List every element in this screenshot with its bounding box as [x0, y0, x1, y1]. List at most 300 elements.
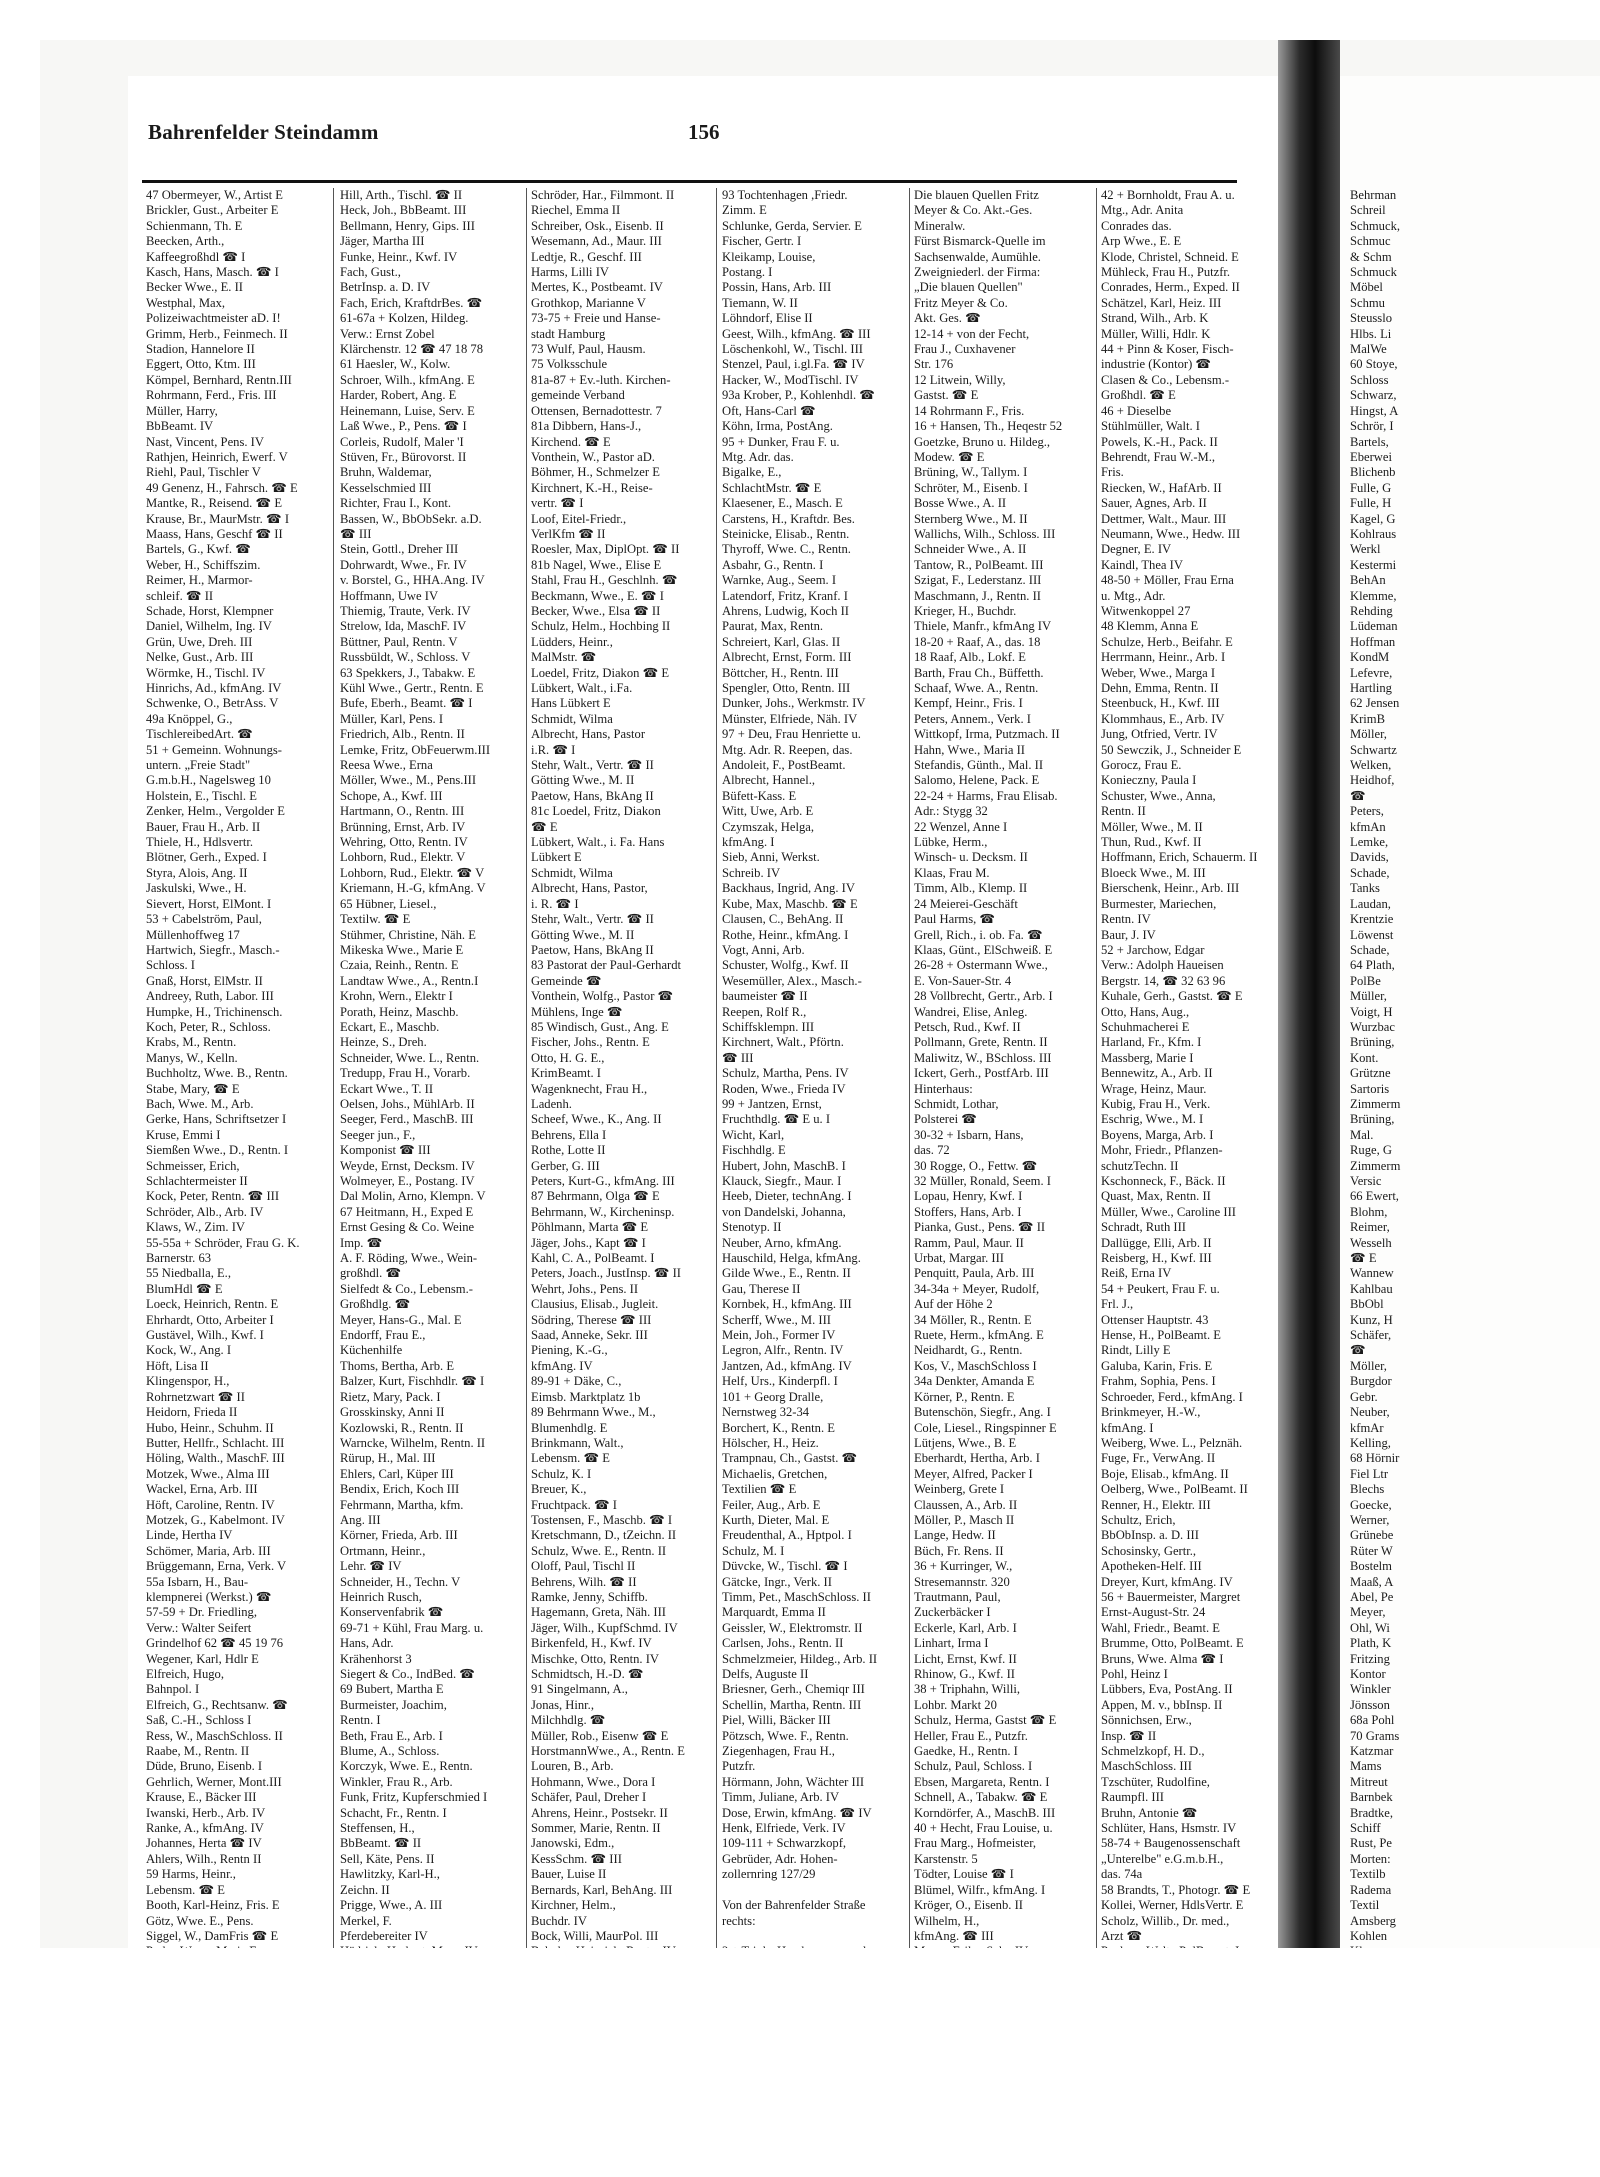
directory-entry: Von der Bahrenfelder Straße — [722, 1898, 866, 1913]
directory-entry: Spengler, Otto, Rentn. III — [722, 681, 851, 695]
directory-entry: Trampnau, Ch., Gastst. ☎ — [722, 1451, 858, 1466]
directory-entry: schleif. ☎ II — [146, 588, 214, 603]
directory-entry: 89 Behrmann Wwe., M., — [531, 1405, 656, 1420]
directory-entry: Quast, Max, Rentn. II — [1101, 1189, 1211, 1204]
directory-entry: Stenotyp. II — [722, 1220, 782, 1235]
directory-entry: Linde, Hertha IV — [146, 1528, 233, 1543]
directory-entry: Feiler, Aug., Arb. E — [722, 1497, 821, 1512]
directory-entry: Weber, Wwe., Marga I — [1101, 665, 1216, 680]
directory-entry: Urbat, Margar. III — [914, 1251, 1004, 1266]
directory-entry: Hoffman — [1350, 634, 1396, 649]
directory-entry: Behrman — [1350, 188, 1397, 202]
directory-entry: Geissler, W., Elektromstr. II — [722, 1620, 863, 1635]
page-header — [128, 116, 1228, 144]
directory-entry: Heller, Frau E., Putzfr. — [914, 1728, 1028, 1743]
directory-entry: Brinkmann, Walt., — [531, 1435, 624, 1450]
directory-entry: Fischhdlg. E — [722, 1143, 786, 1158]
directory-entry: Götting Wwe., M. II — [531, 927, 635, 942]
directory-entry: Stefandis, Günth., Mal. II — [914, 758, 1044, 773]
directory-entry: Albrecht, Ernst, Form. III — [722, 650, 852, 665]
directory-entry: Andoleit, F., PostBeamt. — [722, 758, 846, 773]
directory-entry: Thiemig, Traute, Verk. IV — [340, 603, 471, 618]
directory-entry: Großhdl. ☎ E — [1101, 388, 1176, 403]
directory-entry: Lütjens, Wwe., B. E — [914, 1435, 1017, 1450]
directory-entry: Ickert, Gerh., PostfArb. III — [914, 1066, 1049, 1081]
directory-entry: Akt. Ges. ☎ — [914, 311, 981, 326]
directory-entry: Fischer, Gertr. I — [722, 234, 802, 249]
directory-entry: Rentn. IV — [1101, 912, 1151, 927]
directory-entry: Mitreut — [1350, 1774, 1388, 1789]
directory-entry: Massberg, Marie I — [1101, 1050, 1194, 1065]
directory-entry: Ruete, Herm., kfmAng. E — [914, 1328, 1044, 1343]
directory-entry: Heck, Joh., BbBeamt. III — [340, 203, 467, 218]
directory-entry: Lohborn, Rud., Elektr. V — [340, 850, 466, 865]
directory-entry: Stüven, Fr., Bürovorst. II — [340, 449, 467, 464]
directory-entry: Mikeska Wwe., Marie E — [340, 942, 464, 957]
directory-entry: 66 Ewert, — [1350, 1189, 1399, 1204]
directory-entry: 30-32 + Isbarn, Hans, — [914, 1127, 1024, 1142]
directory-entry: Mal. — [1350, 1127, 1374, 1142]
directory-entry: 57-59 + Dr. Friedling, — [146, 1605, 257, 1620]
directory-entry: Sieb, Anni, Werkst. — [722, 850, 820, 865]
directory-entry: baumeister ☎ II — [722, 989, 808, 1004]
directory-entry: Wallichs, Wilh., Schloss. III — [914, 526, 1056, 541]
directory-entry: Hartwich, Siegfr., Masch.- — [146, 942, 280, 957]
directory-entry: Weber, H., Schiffszim. — [146, 557, 261, 572]
directory-entry: Bahnpol. I — [146, 1682, 200, 1697]
directory-entry: Raabe, M., Rentn. II — [146, 1744, 250, 1759]
directory-entry: Mertes, K., Postbeamt. IV — [531, 280, 663, 295]
directory-entry: Fuge, Fr., VerwAng. II — [1101, 1451, 1216, 1466]
directory-entry: Strelow, Ida, MaschF. IV — [340, 619, 467, 634]
directory-entry: Ang. III — [340, 1512, 381, 1527]
directory-entry: Hlbs. Li — [1350, 326, 1392, 341]
directory-entry: Schreib. IV — [722, 865, 781, 880]
directory-entry: Plath, K — [1350, 1636, 1392, 1651]
directory-entry: Herrmann, Heinr., Arb. I — [1101, 650, 1226, 665]
directory-entry: Vonthein, W., Pastor aD. — [531, 449, 655, 464]
directory-entry: Funke, Heinr., Kwf. IV — [340, 249, 458, 264]
directory-entry: Behrendt, Frau W.-M., — [1101, 449, 1216, 464]
directory-entry: Weinberg, Grete I — [914, 1482, 1005, 1497]
directory-entry: Westphal, Max, — [146, 295, 226, 310]
directory-entry: Piening, K.-G., — [531, 1343, 608, 1358]
directory-entry: Mtg., Adr. Anita — [1101, 203, 1184, 218]
directory-entry: Brüning, — [1350, 1035, 1395, 1050]
directory-entry: Lemke, Fritz, ObFeuerwm.III — [340, 742, 491, 757]
directory-entry: Klaws, W., Zim. IV — [146, 1220, 245, 1235]
directory-entry: Modew. ☎ E — [914, 449, 985, 464]
directory-entry: Albrecht, Hans, Pastor — [531, 727, 646, 742]
directory-entry: Kuhale, Gerh., Gastst. ☎ E — [1101, 989, 1243, 1004]
directory-entry: Schäfer, — [1350, 1328, 1392, 1343]
directory-entry: Büch, Fr. Rens. II — [914, 1543, 1004, 1558]
directory-entry: Löschenkohl, W., Tischl. III — [722, 342, 863, 357]
directory-entry: Fach, Erich, KraftdrBes. ☎ — [340, 295, 483, 310]
directory-entry: Schmelzmeier, Hildeg., Arb. II — [722, 1651, 878, 1666]
directory-entry: Sartoris — [1350, 1081, 1390, 1096]
directory-entry: stadt Hamburg — [531, 326, 606, 341]
directory-entry: Linhart, Irma I — [914, 1636, 989, 1651]
directory-entry — [722, 1929, 905, 1944]
directory-entry: Brünning, Ernst, Arb. IV — [340, 819, 466, 834]
directory-entry: 81a Dibbern, Hans-J., — [531, 419, 642, 434]
directory-column-5 — [914, 188, 1092, 1960]
directory-entry: Schaaf, Wwe. A., Rentn. — [914, 681, 1039, 695]
directory-entry: Bufe, Eberh., Beamt. ☎ I — [340, 696, 473, 711]
directory-entry: Textilien ☎ E — [722, 1482, 797, 1497]
directory-entry: Hohmann, Wwe., Dora I — [531, 1774, 656, 1789]
directory-entry: Wahl, Friedr., Beamt. E — [1101, 1620, 1220, 1635]
directory-entry: Ottensen, Bernadottestr. 7 — [531, 403, 662, 418]
directory-entry: KrimB — [1350, 711, 1385, 726]
directory-entry: Strand, Wilh., Arb. K — [1101, 311, 1209, 326]
directory-entry: Arp Wwe., E. E — [1101, 234, 1182, 249]
directory-entry: Lemke, — [1350, 835, 1389, 850]
facing-page-column — [1350, 188, 1590, 2114]
directory-entry: Steusslo — [1350, 311, 1392, 326]
directory-entry: Klommhaus, E., Arb. IV — [1101, 711, 1225, 726]
directory-entry: Schmu — [1350, 295, 1385, 310]
directory-entry: Hölscher, H., Heiz. — [722, 1435, 819, 1450]
directory-entry: Fruchthdlg. ☎ E u. I — [722, 1112, 831, 1127]
directory-entry: Gastst. ☎ E — [914, 388, 979, 403]
directory-entry: vertr. ☎ I — [531, 496, 584, 511]
directory-entry: MalWe — [1350, 342, 1387, 357]
directory-entry: Schiff — [1350, 1821, 1381, 1836]
directory-entry: Schmidt, Lothar, — [914, 1096, 999, 1111]
directory-entry: Thiele, Manfr., kfmAng IV — [914, 619, 1052, 634]
directory-entry: Steinicke, Elisab., Rentn. — [722, 526, 850, 541]
directory-entry: Rentn. I — [340, 1713, 381, 1728]
directory-column-1 — [146, 188, 326, 2098]
directory-entry: Düvcke, W., Tischl. ☎ I — [722, 1559, 848, 1574]
directory-entry: Peters, — [1350, 804, 1384, 819]
directory-entry: Dallügge, Elli, Arb. II — [1101, 1235, 1212, 1250]
directory-entry: Hans, Adr. — [340, 1636, 394, 1651]
directory-entry: Johannes, Herta ☎ IV — [146, 1836, 262, 1851]
directory-entry: Peters, Annem., Verk. I — [914, 711, 1031, 726]
directory-entry: 63 Spekkers, J., Tabakw. E — [340, 665, 476, 680]
directory-entry: Michaelis, Gretchen, — [722, 1466, 828, 1481]
directory-entry: Meyer, Hans-G., Mal. E — [340, 1312, 462, 1327]
directory-entry: 75 Volksschule — [531, 357, 608, 372]
directory-entry: Kriemann, H.-G, kfmAng. V — [340, 881, 486, 896]
directory-entry: 109-111 + Schwarzkopf, — [722, 1836, 847, 1851]
directory-entry: Renner, H., Elektr. III — [1101, 1497, 1211, 1512]
directory-column-6 — [1101, 188, 1273, 2068]
directory-entry: Krieger, H., Buchdr. — [914, 603, 1017, 618]
directory-entry: 44 + Pinn & Koser, Fisch- — [1101, 342, 1234, 357]
directory-entry: Ahlers, Wilh., Rentn II — [146, 1851, 262, 1866]
directory-entry: Schulz, Martha, Pens. IV — [722, 1066, 849, 1081]
directory-entry: Fruchtpack. ☎ I — [531, 1497, 617, 1512]
directory-entry: Krause, E., Bäcker III — [146, 1790, 257, 1805]
directory-entry: schutzTechn. II — [1101, 1158, 1179, 1173]
directory-entry: Ruge, G — [1350, 1143, 1392, 1158]
directory-column-4 — [722, 188, 905, 2068]
directory-entry: PolBe — [1350, 973, 1381, 988]
directory-entry: Eschrig, Wwe., M. I — [1101, 1112, 1204, 1127]
directory-entry: Geest, Wilh., kfmAng. ☎ III — [722, 326, 871, 341]
directory-entry: Behrens, Wilh. ☎ II — [531, 1574, 637, 1589]
directory-entry: Pötzsch, Wwe. F., Rentn. — [722, 1728, 849, 1743]
directory-entry: 59 Harms, Heinr., — [146, 1867, 236, 1882]
directory-entry: Konservenfabrik ☎ — [340, 1605, 444, 1620]
directory-entry: Ortmann, Heinr., — [340, 1543, 426, 1558]
directory-entry: ☎ III — [340, 526, 372, 541]
directory-entry: Reimer, H., Marmor- — [146, 573, 253, 588]
directory-entry: Schulz, Helm., Hochbing II — [531, 619, 671, 634]
directory-entry: Stehr, Walt., Vertr. ☎ II — [531, 912, 654, 927]
directory-entry: Lüdeman — [1350, 619, 1398, 634]
directory-entry: Rietz, Mary, Pack. I — [340, 1389, 441, 1404]
directory-entry: Müller, Rob., Eisenw ☎ E — [531, 1728, 669, 1743]
directory-entry: Werkl — [1350, 542, 1381, 557]
directory-entry: Paurat, Max, Rentn. — [722, 619, 824, 634]
directory-entry: Apotheken-Helf. III — [1101, 1559, 1202, 1574]
directory-entry: kfmAn — [1350, 819, 1386, 834]
directory-entry: Müllenhoffweg 17 — [146, 927, 240, 942]
directory-entry: Kahlbau — [1350, 1281, 1393, 1296]
directory-entry: 68a Pohl — [1350, 1713, 1395, 1728]
directory-entry: Eimsb. Marktplatz 1b — [531, 1389, 641, 1404]
directory-entry: Schlachtermeister II — [146, 1174, 248, 1188]
directory-entry: 26-28 + Ostermann Wwe., — [914, 958, 1048, 973]
directory-entry: Meyer, — [1350, 1605, 1386, 1620]
directory-entry: Meyer, Alfred, Packer I — [914, 1466, 1033, 1481]
directory-entry: 69 Bubert, Martha E — [340, 1682, 444, 1697]
directory-entry: Hingst, A — [1350, 403, 1399, 418]
directory-entry: rechts: — [722, 1913, 756, 1928]
page-number: 156 — [688, 120, 720, 144]
facing-page — [1340, 76, 1600, 1966]
directory-entry: Voigt, H — [1350, 1004, 1393, 1019]
directory-entry: Jäger, Martha III — [340, 234, 425, 249]
directory-entry: Büfett-Kass. E — [722, 788, 797, 803]
directory-entry: 97 + Deu, Frau Henriette u. — [722, 727, 861, 742]
directory-entry: Goetzke, Bruno u. Hildeg., — [914, 434, 1051, 449]
directory-entry: von Dandelski, Johanna, — [722, 1204, 846, 1219]
directory-entry: Schulze, Herb., Beifahr. E — [1101, 634, 1233, 649]
directory-entry: Bauer, Frau H., Arb. II — [146, 819, 261, 834]
directory-entry: Maaß, A — [1350, 1574, 1394, 1589]
directory-entry: Warnke, Aug., Seem. I — [722, 573, 837, 588]
directory-entry: SchlachtMstr. ☎ E — [722, 480, 822, 495]
directory-entry: Gustävel, Wilh., Kwf. I — [146, 1328, 264, 1343]
directory-entry: untern. „Freie Stadt" — [146, 758, 251, 773]
directory-entry: Schiffsklempn. III — [722, 1019, 815, 1034]
directory-entry: BbBeamt. ☎ II — [340, 1836, 422, 1851]
directory-entry: BbBeamt. IV — [146, 419, 214, 434]
directory-entry: Clausen, C., BehAng. II — [722, 912, 844, 927]
directory-entry: Saß, C.-H., Schloss I — [146, 1713, 252, 1728]
directory-entry: Heidorn, Frieda II — [146, 1405, 238, 1420]
directory-entry: 67 Heitmann, H., Exped E — [340, 1204, 474, 1219]
directory-entry: Rüter W — [1350, 1543, 1393, 1558]
directory-entry: Nernstweg 32-34 — [722, 1405, 810, 1420]
directory-entry: Dose, Erwin, kfmAng. ☎ IV — [722, 1805, 872, 1820]
directory-entry: 70 Grams — [1350, 1728, 1400, 1743]
directory-entry: Lüdders, Heinr., — [531, 634, 613, 649]
directory-entry: ☎ — [1350, 1343, 1366, 1358]
directory-entry: 83 Pastorat der Paul-Gerhardt — [531, 958, 682, 973]
directory-entry: Kasch, Hans, Masch. ☎ I — [146, 265, 279, 280]
directory-entry: Stoffers, Hans, Arb. I — [914, 1204, 1022, 1219]
directory-entry: Amsberg — [1350, 1913, 1396, 1928]
directory-entry: Nast, Vincent, Pens. IV — [146, 434, 264, 449]
directory-entry: Mantke, R., Reisend. ☎ E — [146, 496, 283, 511]
directory-entry: Davids, — [1350, 850, 1389, 865]
directory-entry: Peters, Joach., JustInsp. ☎ II — [531, 1266, 681, 1281]
directory-entry: Laß Wwe., P., Pens. ☎ I — [340, 419, 467, 434]
directory-entry: Pollmann, Grete, Rentn. II — [914, 1035, 1048, 1050]
directory-entry: Humpke, H., Trichinensch. — [146, 1004, 283, 1019]
directory-entry: Elfreich, G., Rechtsanw. ☎ — [146, 1697, 288, 1712]
directory-entry: Krause, Br., MaurMstr. ☎ I — [146, 511, 290, 526]
directory-entry: Kröger, O., Eisenb. II — [914, 1898, 1023, 1913]
directory-entry: Maliwitz, W., BSchloss. III — [914, 1050, 1052, 1065]
directory-entry: Grützne — [1350, 1066, 1391, 1081]
directory-entry: Oft, Hans-Carl ☎ — [722, 403, 816, 418]
directory-entry: Krentzie — [1350, 912, 1394, 927]
directory-entry: Ranke, A., kfmAng. IV — [146, 1821, 264, 1836]
directory-entry: Baur, J. IV — [1101, 927, 1156, 942]
directory-entry: Albrecht, Hans, Pastor, — [531, 881, 648, 896]
directory-entry: 60 Stoye, — [1350, 357, 1398, 372]
directory-entry: Laudan, — [1350, 896, 1391, 911]
directory-entry: Buchholtz, Wwe. B., Rentn. — [146, 1066, 288, 1081]
directory-entry: Ebsen, Margareta, Rentn. I — [914, 1774, 1050, 1789]
directory-entry: Ahrens, Ludwig, Koch II — [722, 603, 849, 618]
directory-entry: Loeck, Heinrich, Rentn. E — [146, 1297, 279, 1312]
directory-entry: Barnbek — [1350, 1790, 1393, 1805]
directory-entry: ☎ — [1350, 788, 1366, 803]
directory-entry: 14 Rohrmann F., Fris. — [914, 403, 1025, 418]
directory-entry: Gerber, G. III — [531, 1158, 600, 1173]
directory-entry: KessSchm. ☎ III — [531, 1851, 622, 1866]
directory-entry: Tantow, R., PolBeamt. III — [914, 557, 1044, 572]
directory-entry: „Unterelbe" e.G.m.b.H., — [1101, 1851, 1224, 1866]
directory-entry: Timm, Pet., MaschSchloss. II — [722, 1589, 871, 1604]
directory-entry: Böhmer, H., Schmelzer E — [531, 465, 660, 480]
directory-entry: Adr.: Stygg 32 — [914, 804, 988, 819]
directory-entry: Backhaus, Ingrid, Ang. IV — [722, 881, 855, 896]
directory-entry: Kesselschmied III — [340, 480, 432, 495]
directory-entry: Seeger jun., F., — [340, 1127, 416, 1142]
directory-entry: Schröder, Alb., Arb. IV — [146, 1204, 264, 1219]
directory-entry: 56 + Bauermeister, Margret — [1101, 1589, 1241, 1604]
directory-entry: Bostelm — [1350, 1559, 1392, 1574]
directory-entry: Rentn. II — [1101, 804, 1146, 819]
directory-entry: Wesemüller, Alex., Masch.- — [722, 973, 862, 988]
directory-entry: Tostensen, F., Maschb. ☎ I — [531, 1512, 673, 1527]
directory-entry: Hinterhaus: — [914, 1081, 973, 1096]
directory-entry: Bennewitz, A., Arb. II — [1101, 1066, 1213, 1081]
directory-entry: Kont. — [1350, 1050, 1379, 1065]
directory-entry: Wannew — [1350, 1266, 1394, 1281]
directory-entry: Stadion, Hannelore II — [146, 342, 255, 357]
directory-entry: Szigat, F., Lederstanz. III — [914, 573, 1042, 588]
directory-entry: Bartels, G., Kwf. ☎ — [146, 542, 251, 557]
directory-entry: Sievert, Horst, ElMont. I — [146, 896, 272, 911]
directory-entry: 69-71 + Kühl, Frau Marg. u. — [340, 1620, 484, 1635]
directory-entry: Kelling, — [1350, 1435, 1391, 1450]
directory-entry: Blechs — [1350, 1482, 1385, 1497]
directory-entry: Karstenstr. 5 — [914, 1851, 978, 1866]
directory-entry: Goecke, — [1350, 1497, 1392, 1512]
directory-entry: Czymszak, Helga, — [722, 819, 814, 834]
directory-entry: Mohr, Friedr., Pflanzen- — [1101, 1143, 1223, 1158]
directory-entry: Schuhmacherei E — [1101, 1019, 1190, 1034]
directory-entry: Jäger, Wilh., KupfSchmd. IV — [531, 1620, 678, 1635]
directory-entry: Wilhelm, H., — [914, 1913, 980, 1928]
directory-entry: TischlereibedArt. ☎ — [146, 727, 253, 742]
directory-entry: Latendorf, Fritz, Kranf. I — [722, 588, 848, 603]
directory-entry: Schade, Horst, Klempner — [146, 603, 274, 618]
directory-entry: „Die blauen Quellen" — [914, 280, 1023, 295]
directory-entry: Fischer, Johs., Rentn. E — [531, 1035, 650, 1050]
directory-entry: Stahl, Frau H., Geschlnh. ☎ — [531, 573, 678, 588]
directory-entry: großhdl. ☎ — [340, 1266, 402, 1281]
directory-entry: Frl. J., — [1101, 1297, 1134, 1312]
directory-entry: Klingenspor, H., — [146, 1374, 230, 1389]
directory-entry: Weiberg, Wwe. L., Pelznäh. — [1101, 1435, 1243, 1450]
directory-entry: Kahl, C. A., PolBeamt. I — [531, 1251, 655, 1266]
directory-entry: Polsterei ☎ — [914, 1112, 977, 1127]
directory-entry: Bendix, Erich, Koch III — [340, 1482, 460, 1497]
directory-entry: Pferdebereiter IV — [340, 1928, 428, 1943]
directory-entry: Hill, Arth., Tischl. ☎ II — [340, 188, 463, 202]
directory-entry: Licht, Ernst, Kwf. II — [914, 1651, 1017, 1666]
directory-entry: Klaesener, E., Masch. E — [722, 496, 843, 511]
directory-entry: KrimBeamt. I — [531, 1066, 601, 1081]
directory-entry: Schade, — [1350, 865, 1390, 880]
directory-entry: Kruse, Emmi I — [146, 1127, 221, 1142]
directory-entry: Kaindl, Thea IV — [1101, 557, 1183, 572]
directory-entry: Klaas, Frau M. — [914, 865, 990, 880]
column-divider — [716, 188, 717, 1968]
directory-entry: Fiel Ltr — [1350, 1466, 1389, 1481]
directory-entry: Möller, — [1350, 727, 1387, 742]
directory-entry: Gehrlich, Werner, Mont.III — [146, 1774, 282, 1789]
directory-entry: Becker Wwe., E. II — [146, 280, 243, 295]
directory-entry: Rürup, H., Mal. III — [340, 1451, 436, 1466]
directory-entry: Grimm, Herb., Feinmech. II — [146, 326, 288, 341]
directory-entry: Schäfer, Paul, Dreher I — [531, 1790, 647, 1805]
directory-entry: 89-91 + Däke, C., — [531, 1374, 622, 1389]
directory-entry: Schultz, Erich, — [1101, 1512, 1176, 1527]
directory-entry: Hauschild, Helga, kfmAng. — [722, 1251, 861, 1266]
directory-entry: Booth, Karl-Heinz, Fris. E — [146, 1898, 280, 1913]
directory-entry: Lübkert E — [531, 850, 582, 865]
directory-entry: Behrmann, W., Kircheninsp. — [531, 1204, 675, 1219]
directory-entry: 46 + Dieselbe — [1101, 403, 1172, 418]
directory-entry: A. F. Röding, Wwe., Wein- — [340, 1251, 478, 1266]
directory-entry: Böttcher, H., Rentn. III — [722, 665, 839, 680]
directory-entry: 93a Krober, P., Kohlenhdl. ☎ — [722, 388, 875, 403]
directory-entry: Asbahr, G., Rentn. I — [722, 557, 824, 572]
directory-entry: Schmidt, Wilma — [531, 865, 613, 880]
directory-entry: das. 72 — [914, 1143, 950, 1158]
directory-entry: Str. 176 — [914, 357, 954, 372]
directory-entry: Götz, Wwe. E., Pens. — [146, 1913, 254, 1928]
directory-entry: BbObl — [1350, 1297, 1384, 1312]
directory-entry: 34a Denkter, Amanda E — [914, 1374, 1035, 1389]
directory-entry: Mischke, Otto, Rentn. IV — [531, 1651, 660, 1666]
directory-entry: Brüning, — [1350, 1112, 1395, 1127]
directory-entry: ☎ E — [531, 819, 558, 834]
